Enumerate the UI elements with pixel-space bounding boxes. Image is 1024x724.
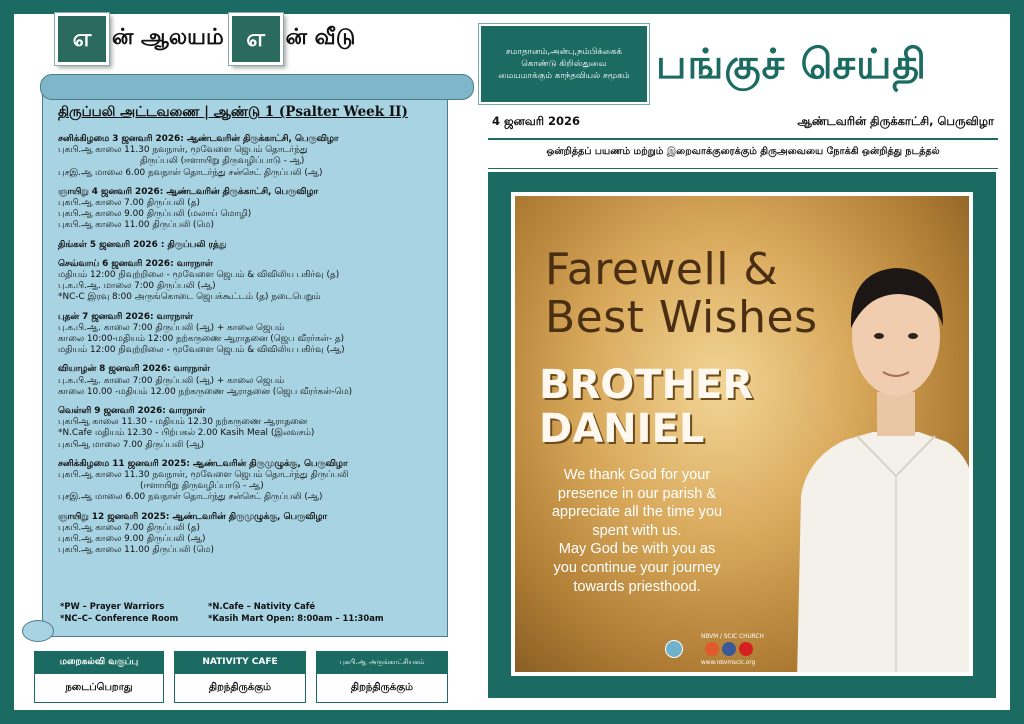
info-box-title: மறைகல்வி வகுப்பு xyxy=(34,651,164,673)
schedule-block xyxy=(58,512,446,557)
legend-item: *Kasih Mart Open: 8:00am – 11:30am xyxy=(208,613,384,623)
schedule-block xyxy=(58,312,446,357)
schedule-day-heading: சனிக்கிழமை 3 ஜனவரி 2026: ஆண்டவரின் திருக்காட்சி, பெருவிழா xyxy=(58,134,339,144)
schedule-day-heading: திங்கள் 5 ஜனவரி 2026 : திருப்பலி ரத்து xyxy=(58,239,227,250)
schedule-line: பு.க.பி.ஆ. காலை 7:00 திருப்பலி (ஆ) + காலை ஜெபம் xyxy=(58,375,285,386)
schedule-list xyxy=(58,134,446,565)
schedule-block xyxy=(58,406,446,451)
poster-name-line-2: DANIEL xyxy=(539,406,705,452)
poster-message-line: presence in our parish & xyxy=(557,485,717,502)
poster-message-line: May God be with you as xyxy=(558,541,716,558)
poster-heading-line-1: Farewell & xyxy=(545,244,779,295)
poster-message-line: towards priesthood. xyxy=(573,578,701,595)
schedule-line: புகபி.ஆ காலை 7.00 திருப்பலி (த) xyxy=(58,198,200,209)
schedule-line: பு.க.பி.ஆ. காலை 7:00 திருப்பலி (ஆ) + காலை ஜெபம் xyxy=(58,322,285,333)
tagline: ஒன்றித்தப் பயணம் மற்றும் இறைவாக்குரைக்கும் திருஅவையை நோக்கி ஒன்றித்து நடத்தல் xyxy=(546,146,940,157)
schedule-line: புகபி.ஆ காலை 11.00 திருப்பலி (மெ) xyxy=(58,220,214,231)
info-box-nativity-cafe xyxy=(174,651,306,703)
schedule-line: (ஈளாயிறு திருவழிப்பாடு - ஆ) xyxy=(140,481,264,492)
issue-date: 4 ஜனவரி 2026 xyxy=(492,114,581,128)
facebook-icon xyxy=(722,642,736,656)
schedule-line: புசஇ.ஆ மாலை 6.00 நவநாள் தொடர்ந்து சன்செட் திருப்பலி (ஆ) xyxy=(58,492,323,503)
schedule-day-heading: வியாழன் 8 ஜனவரி 2026: வாரநாள் xyxy=(58,364,210,375)
brand-word-2: ன் வீடு xyxy=(285,25,356,50)
farewell-poster xyxy=(511,192,973,676)
schedule-block xyxy=(58,259,446,304)
schedule-title: திருப்பலி அட்டவணை | ஆண்டு 1 (Psalter Week II) xyxy=(58,104,408,120)
brand-header xyxy=(58,14,363,64)
info-box-museum xyxy=(316,651,448,703)
schedule-line: புகபி.ஆ காலை 7.00 திருப்பலி (த) xyxy=(58,522,200,533)
poster-heading-line-2: Best Wishes xyxy=(545,292,818,343)
schedule-line: *N.Cafe மதியம் 12.30 - பிற்பகல் 2.00 Kasih Meal (இலவசம்) xyxy=(58,428,315,439)
poster-message-line: you continue your journey xyxy=(553,559,721,576)
motto-text: சமாதானம்,அன்பு,நம்பிக்கைக் கொண்டு கிறிஸ்துவை மையமாக்கும் காந்தவியல் சமூகம் xyxy=(498,47,630,81)
schedule-line: புகபி.ஆ காலை 11.30 நவநாள், மூவேளை ஜெபம் தொடர்ந்து xyxy=(58,145,308,156)
poster-message-line: We thank God for your xyxy=(563,467,711,483)
schedule-line: புகபி.ஆ காலை 11.30 நவநாள், மூவேளை ஜெபம் தொடர்ந்து திருப்பலி xyxy=(58,470,349,481)
poster-footer-org: NBVM / SCIC CHURCH xyxy=(701,634,764,640)
schedule-block xyxy=(58,240,446,251)
schedule-day-heading: ஞாயிறு 4 ஜனவரி 2026: ஆண்டவரின் திருக்காட்சி, பெருவிழா xyxy=(58,186,319,197)
info-box-value: நடைப்பெறாது xyxy=(34,673,164,703)
schedule-line: புகபி.ஆ காலை 9.00 திருப்பலி (ஆ) xyxy=(58,534,206,545)
header-rule xyxy=(488,168,998,169)
legend-item: *NC–C– Conference Room xyxy=(60,613,179,623)
legend-row xyxy=(60,612,440,624)
legend-row xyxy=(60,600,440,612)
schedule-line: திருப்பலி (ஈளாயிறு திருவழிப்பாடு - ஆ) xyxy=(140,156,305,167)
schedule-line: புசஇ.ஆ மாலை 6.00 நவநாள் தொடர்ந்து சன்செட் திருப்பலி (ஆ) xyxy=(58,167,323,178)
schedule-line: புகபி.ஆ காலை 9.00 திருப்பலி (மலாய் மொழி) xyxy=(58,209,252,220)
schedule-line: *NC-C இரவு 8:00 அருங்கொடை ஜெபக்கூட்டம் (த) நடைபெறும் xyxy=(58,292,321,303)
schedule-line: பு.க.பி.ஆ. மாலை 7:00 திருப்பலி (ஆ) xyxy=(58,281,216,292)
schedule-line: புகபி.ஆ காலை 11.00 திருப்பலி (மெ) xyxy=(58,545,214,556)
info-box-value: திறந்திருக்கும் xyxy=(174,673,306,703)
schedule-block xyxy=(58,364,446,398)
info-box-catechism xyxy=(34,651,164,703)
poster-name-line-1: BROTHER xyxy=(539,362,754,408)
poster-message-line: spent with us. xyxy=(592,522,682,539)
poster-message-line: appreciate all the time you xyxy=(551,504,723,521)
schedule-block xyxy=(58,459,446,504)
schedule-block xyxy=(58,187,446,232)
info-box-title: NATIVITY CAFE xyxy=(174,651,306,673)
legend-item: *PW – Prayer Warriors xyxy=(60,601,165,611)
schedule-legend xyxy=(60,600,440,624)
schedule-line: மதியம் 12:00 நிவுற்றிலை - மூவேளை ஜெபம் & விவிலிய பகிர்வு (த) xyxy=(58,270,340,281)
schedule-day-heading: செவ்வாய் 6 ஜனவரி 2026: வாரநாள் xyxy=(58,258,213,269)
schedule-line: மதியம் 12:00 நிவுற்றிலை - மூவேளை ஜெபம் & விவிலிய பகிர்வு (ஆ) xyxy=(58,345,345,356)
poster-footer-url: www.nbvmscic.org xyxy=(701,660,756,666)
brand-word-1: ன் ஆலயம் xyxy=(112,25,224,50)
feast-name: ஆண்டவரின் திருக்காட்சி, பெருவிழா xyxy=(797,114,994,128)
legend-item: *N.Cafe – Nativity Café xyxy=(208,601,316,611)
header-rule xyxy=(488,138,998,140)
youtube-icon xyxy=(739,642,753,656)
church-logo-icon xyxy=(665,640,683,658)
schedule-day-heading: புதன் 7 ஜனவரி 2026: வாரநாள் xyxy=(58,311,193,322)
brand-letter-tile-1: எ xyxy=(58,16,106,62)
schedule-line: காலை 10.00 -மதியம் 12.00 நற்கருணை ஆராதனை (ஜெப வீரர்கள்-மெ) xyxy=(58,386,353,397)
info-box-value: திறந்திருக்கும் xyxy=(316,673,448,703)
motto-badge xyxy=(481,26,647,102)
instagram-icon xyxy=(705,642,719,656)
brand-letter-tile-2: எ xyxy=(232,16,280,62)
schedule-block xyxy=(58,134,446,179)
schedule-day-heading: சனிக்கிழமை 11 ஜனவரி 2025: ஆண்டவரின் திருமுழுக்கு, பெருவிழா xyxy=(58,458,348,469)
scroll-roll-top xyxy=(40,74,474,100)
info-box-title: புகபி.ஆ அருங்காட்சியகம் xyxy=(316,651,448,673)
schedule-day-heading: வெள்ளி 9 ஜனவரி 2026: வாரநாள் xyxy=(58,406,205,417)
schedule-line: காலை 10:00-மதியம் 12:00 நற்கருணை ஆராதனை (ஜெப வீரர்கள்- த) xyxy=(58,334,345,345)
newsletter-title: பங்குச் செய்தி xyxy=(656,40,927,88)
scroll-roll-bottom xyxy=(22,620,54,642)
schedule-line: புகபிஆ காலை 11.30 - மதியம் 12.30 நற்கருணை ஆராதனை xyxy=(58,417,308,428)
social-icons xyxy=(705,642,756,656)
schedule-day-heading: ஞாயிறு 12 ஜனவரி 2025: ஆண்டவரின் திருமுழுக்கு, பெருவிழா xyxy=(58,511,328,522)
poster-message xyxy=(537,466,737,596)
schedule-line: புகபிஆ மாலை 7.00 திருப்பலி (ஆ) xyxy=(58,439,205,450)
